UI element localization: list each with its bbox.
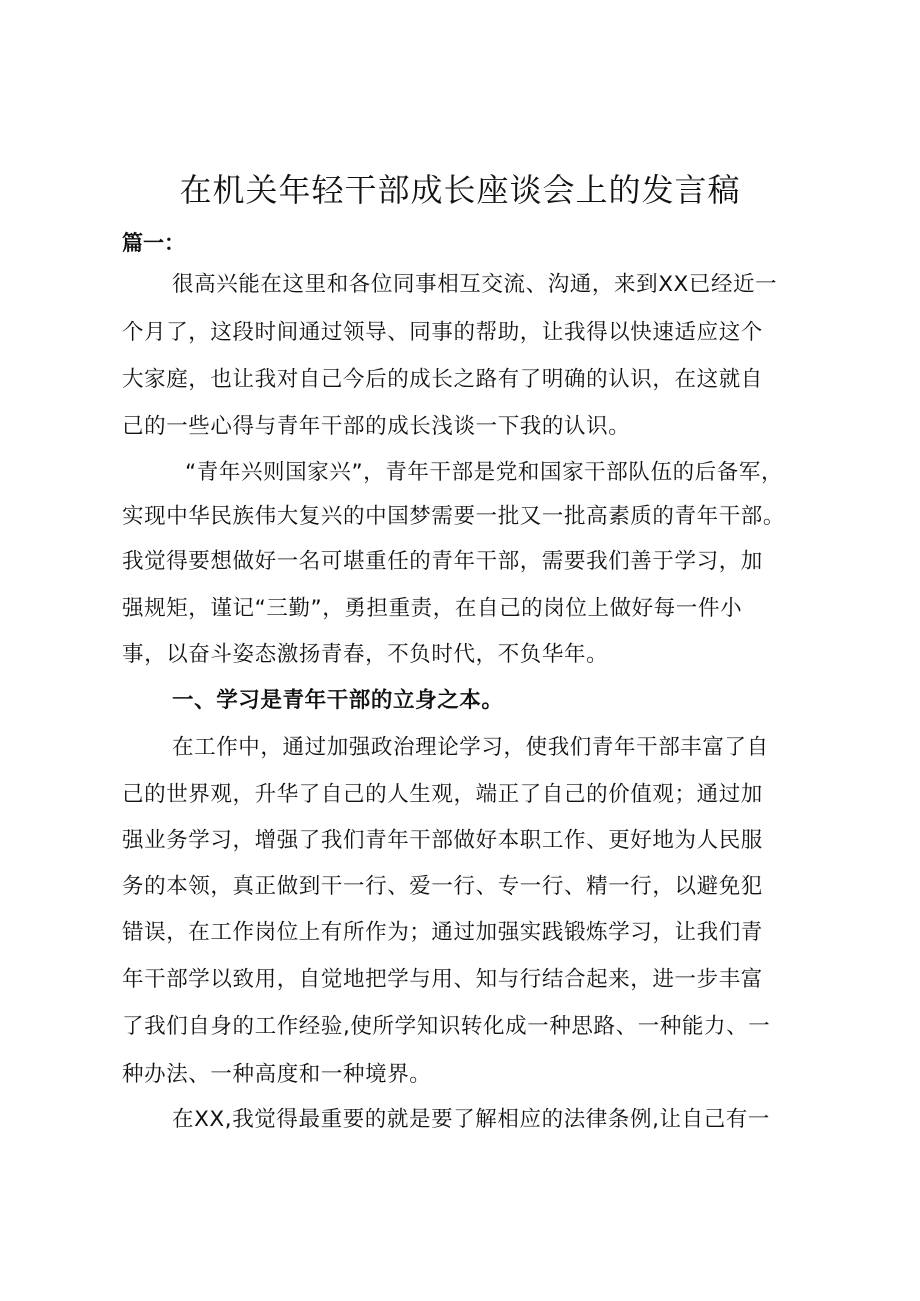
paragraph-line: 己的世界观，升华了自己的人生观，端正了自己的价值观；通过加 <box>122 782 763 807</box>
paragraph-line: 大家庭，也让我对自己今后的成长之路有了明确的认识，在这就自 <box>122 367 763 392</box>
paragraph-line: 很高兴能在这里和各位同事相互交流、沟通，来到XX已经近一 <box>172 272 778 297</box>
paragraph-line: 了我们自身的工作经验,使所学知识转化成一种思路、一种能力、一 <box>122 1014 771 1039</box>
section-label: 篇一： <box>122 231 185 255</box>
paragraph-line: 我觉得要想做好一名可堪重任的青年干部，需要我们善于学习，加 <box>122 549 763 574</box>
paragraph-line: 个月了，这段时间通过领导、同事的帮助，让我得以快速适应这个 <box>122 320 763 345</box>
paragraph-line: 在XX,我觉得最重要的就是要了解相应的法律条例,让自己有一 <box>172 1107 771 1132</box>
paragraph-line: “青年兴则国家兴”，青年干部是党和国家干部队伍的后备军， <box>185 460 784 485</box>
section-heading: 一、学习是青年干部的立身之本。 <box>172 688 504 713</box>
paragraph-line: 务的本领，真正做到干一行、爱一行、专一行、精一行，以避免犯 <box>122 874 763 899</box>
paragraph-line: 实现中华民族伟大复兴的中国梦需要一批又一批高素质的青年干部。 <box>122 504 786 529</box>
paragraph-line: 强业务学习，增强了我们青年干部做好本职工作、更好地为人民服 <box>122 828 763 853</box>
paragraph-line: 事，以奋斗姿态激扬青春，不负时代，不负华年。 <box>122 642 609 667</box>
paragraph-line: 年干部学以致用，自觉地把学与用、知与行结合起来，进一步丰富 <box>122 967 763 992</box>
paragraph-line: 己的一些心得与青年干部的成长浅谈一下我的认识。 <box>122 414 631 439</box>
paragraph-line: 强规矩，谨记“三勤”，勇担重责，在自己的岗位上做好每一件小 <box>122 596 743 621</box>
paragraph-line: 种办法、一种高度和一种境界。 <box>122 1062 432 1087</box>
document-title: 在机关年轻干部成长座谈会上的发言稿 <box>179 171 741 209</box>
paragraph-line: 错误，在工作岗位上有所作为；通过加强实践锻炼学习，让我们青 <box>122 920 763 945</box>
paragraph-line: 在工作中，通过加强政治理论学习，使我们青年干部丰富了自 <box>172 735 769 760</box>
